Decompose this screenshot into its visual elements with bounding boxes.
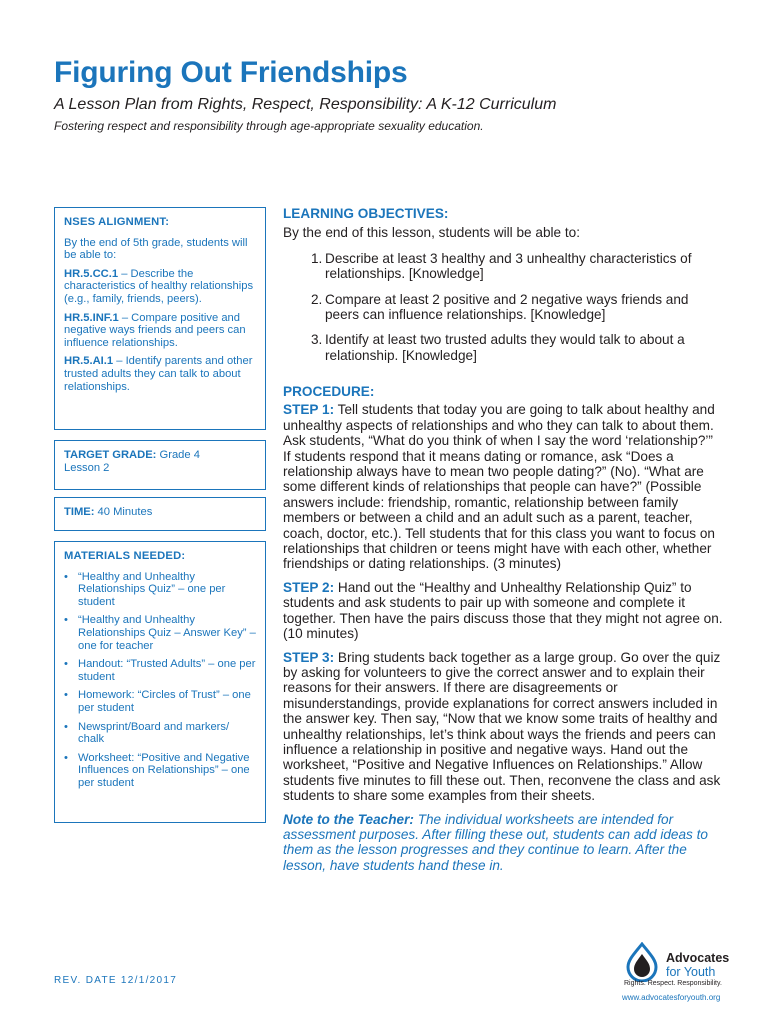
list-item-text: Identify at least two trusted adults they would talk to about a relationship. [Knowledge] (325, 332, 685, 363)
standard-text: – Describe the characteristics of healthy relationships (e.g., family, friends, peers). (64, 267, 254, 305)
time (64, 506, 256, 519)
bullet-icon: • (64, 751, 68, 764)
standard-code: HR.5.AI.1 (64, 355, 114, 368)
item-number: 3. (311, 332, 323, 348)
list-item (64, 614, 256, 652)
list-item (64, 752, 256, 790)
advocates-for-youth-logo (620, 940, 740, 990)
list-item-text: Compare at least 2 positive and 2 negative ways friends and peers can influence relationships. [Knowledge] (325, 291, 689, 323)
target-grade-box (54, 440, 266, 490)
step-label: STEP 1: (283, 402, 335, 418)
list-item-text: Newsprint/Board and markers/ chalk (78, 720, 230, 746)
standard-code: HR.5.INF.1 (64, 311, 119, 324)
learning-objectives-section (283, 206, 723, 373)
target-grade-label: TARGET GRADE: (64, 449, 157, 461)
target-grade-value: Grade 4 (156, 449, 200, 461)
logo-line-1: Advocates (666, 951, 730, 965)
list-item-text: “Healthy and Unhealthy Relationships Quiz – Answer Key” – one for teacher (78, 614, 256, 652)
standard-text: – Compare positive and negative ways friends and peers can influence relationships. (64, 311, 246, 349)
page-subtitle: A Lesson Plan from Rights, Respect, Responsibility: A K-12 Curriculum (54, 96, 557, 113)
website-url: www.advocatesforyouth.org (622, 993, 721, 1002)
nses-standard (64, 268, 256, 306)
list-item (64, 689, 256, 714)
bullet-icon: • (64, 570, 68, 583)
lesson-number: Lesson 2 (64, 461, 110, 474)
nses-intro: By the end of 5th grade, students will be able to: (64, 236, 248, 262)
step-text: Tell students that today you are going to talk about healthy and unhealthy aspects of relationships and who they can talk to about them. Ask students, “What do you think of when I say the word ‘relationship?’” If students respond that it means dating or romance, ask “Does a relationship always have to mean two people dating?” (No). “What are some different kinds of relationships that people can have?” (Possible answers include: friendship, romantic, relationship between family members or between a child and an adult such as a parent, teacher, coach, doctor, etc.). Tell students that for this class you want to focus on relationships that children or teens might have with each other, whether friendships or dating relationships. (3 minutes) (283, 402, 715, 572)
procedure-section (283, 384, 723, 873)
time-value: 40 Minutes (94, 506, 153, 518)
logo-line-2: for Youth (666, 965, 716, 979)
bullet-icon: • (64, 658, 68, 671)
list-item-text: “Healthy and Unhealthy Relationships Quiz” – one per student (78, 570, 226, 608)
materials-heading: MATERIALS NEEDED: (64, 550, 186, 562)
list-item-text: Worksheet: “Positive and Negative Influences on Relationships” – one per student (78, 751, 250, 789)
standard-code: HR.5.CC.1 (64, 267, 119, 280)
bullet-icon: • (64, 720, 68, 733)
logo-icon (622, 942, 662, 982)
page-title: Figuring Out Friendships (54, 56, 408, 89)
objectives-intro: By the end of this lesson, students will be able to: (283, 225, 580, 241)
step-label: STEP 2: (283, 579, 335, 595)
time-label: TIME: (64, 506, 95, 518)
logo-tagline: Rights. Respect. Responsibility. (624, 980, 722, 987)
nses-alignment-box (54, 207, 266, 430)
list-item (283, 251, 723, 282)
nses-standard (64, 355, 256, 393)
teacher-note-text: The individual worksheets are intended for assessment purposes. After filling these out, students can add ideas to them as the lesson progresses and they continue to learn. After the lesson, have students hand these in. (283, 811, 708, 873)
list-item (283, 292, 723, 323)
bullet-icon: • (64, 689, 68, 702)
item-number: 2. (311, 291, 323, 307)
procedure-step (283, 650, 723, 804)
procedure-step (283, 402, 723, 571)
list-item-text: Homework: “Circles of Trust” – one per student (78, 689, 251, 714)
item-number: 1. (311, 250, 323, 266)
nses-standard (64, 312, 256, 350)
nses-heading: NSES ALIGNMENT: (64, 216, 170, 228)
objectives-list (283, 251, 723, 363)
procedure-step (283, 580, 723, 642)
list-item (64, 658, 256, 683)
standard-text: – Identify parents and other trusted adults they can talk to about relationships. (64, 355, 253, 393)
list-item (283, 332, 723, 363)
list-item-text: Handout: “Trusted Adults” – one per student (78, 658, 256, 683)
list-item (64, 721, 256, 746)
materials-box (54, 541, 266, 823)
time-box (54, 497, 266, 531)
objectives-heading: LEARNING OBJECTIVES: (283, 206, 449, 221)
procedure-heading: PROCEDURE: (283, 384, 375, 399)
target-grade (64, 449, 256, 462)
teacher-note-label: Note to the Teacher: (283, 811, 414, 827)
list-item-text: Describe at least 3 healthy and 3 unhealthy characteristics of relationships. [Knowledge] (325, 250, 692, 282)
step-label: STEP 3: (283, 649, 335, 665)
teacher-note (283, 812, 723, 874)
revision-date: REV. DATE 12/1/2017 (54, 975, 178, 986)
step-text: Bring students back together as a large group. Go over the quiz by asking for volunteers to give the correct answer and to explain their reasons for their answers. If there are disagreements or misunderstandings, provide explanations for correct answers included in the answer key. Then say, “Now that we know some traits of healthy and unhealthy relationships, let’s think about ways the friends and peers can influence a relationship in positive and negative ways. Hand out the worksheet, “Positive and Negative Influences on Relationships.” Allow students five minutes to fill these out. Then, reconvene the class and ask students to share some examples from their sheets. (283, 649, 721, 804)
list-item (64, 571, 256, 609)
step-text: Hand out the “Healthy and Unhealthy Relationship Quiz” to students and ask students to pair up with someone and complete it together. Then have the pairs discuss those that they might not agree on. (10 minutes) (283, 579, 723, 642)
bullet-icon: • (64, 614, 68, 627)
page-tagline: Fostering respect and responsibility through age-appropriate sexuality education. (54, 119, 484, 133)
materials-list (64, 571, 256, 790)
